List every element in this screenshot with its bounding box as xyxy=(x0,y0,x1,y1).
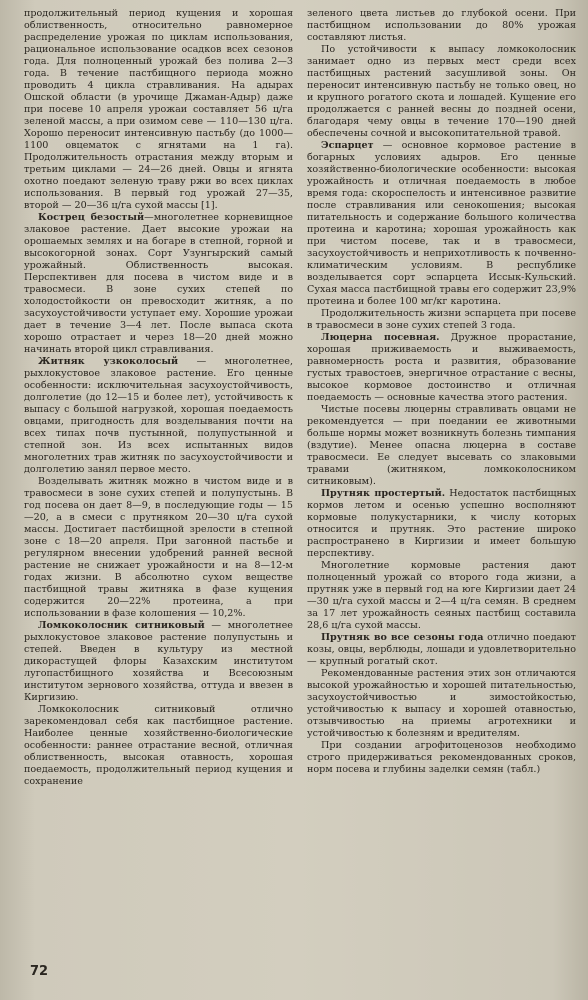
term-heading: Прутняк во все сезоны года xyxy=(321,632,484,643)
paragraph: Чистые посевы люцерны стравливать овцами не рекомендуется — при поедании ее животными больше нормы может возникнуть болезнь тимпания (вздутие). Менее опасна люцерна в составе травосмеси. Ее следует высевать со злаковыми травами (житняком, ломкоколосником ситниковым). xyxy=(307,404,576,487)
paragraph xyxy=(307,632,576,668)
paragraph-text: отлично поедают козы, овцы, верблюды, лошади и удовлетворительно — крупный рогатый скот. xyxy=(307,632,576,667)
page-number: 72 xyxy=(30,964,49,979)
term-heading: Прутняк простертый. xyxy=(321,488,446,499)
paragraph xyxy=(307,332,576,404)
paragraph-text: Недостаток пастбищных кормов летом и осенью успешно восполняют кормовые полукустарники, к числу которых относится и прутняк. Это растение широко распространено в Киргизии и имеет большую перспективу. xyxy=(307,488,576,559)
paragraph-text: Дружное прорастание, хорошая приживаемость и выживаемость, равномерность роста и развития, образование густых травостоев, энергичное отрастание с весны, высокое кормовое достоинство и отличная поедаемость — основные качества этого растения. xyxy=(307,332,576,403)
paragraph-text: — основное кормовое растение в богарных условиях адыров. Его ценные хозяйственно-биологические особенности: высокая урожайность и отличная поедаемость в любое время года: скороспелость и интенсивное развитие после стравливания или сенокошения; высокая питательность и содержание большого количества протеина и каротина; хорошая урожайность как при чистом посеве, так и в травосмеси, засухоустойчивость и неприхотливость к почвенно-климатическим условиям. В республике возделывается сорт эспарцета Иссык-Кульский. Сухая масса пастбищной травы его содержит 23,9% протеина и более 100 мг/кг каротина. xyxy=(307,140,576,307)
term-heading: Люцерна посевная. xyxy=(321,332,440,343)
term-heading: Эспарцет xyxy=(321,140,374,151)
paragraph: По устойчивости к выпасу ломкоколосник занимает одно из первых мест среди всех пастбищных растений засушливой зоны. Он переносит интенсивную пастьбу не только овец, но и крупного рогатого скота и лошадей. Кущение его продолжается с ранней весны до поздней осени, благодаря чему овцы в течение 170—190 дней обеспечены сочной и высокопитательной травой. xyxy=(307,44,576,139)
paragraph: Ломкоколосник ситниковый отлично зарекомендовал себя как пастбищное растение. Наиболее ценные хозяйственно-биологические особенности: раннее отрастание весной, отличная облиственность, высокая отавность, хорошая поедаемость, продолжительный период кущения и сохранение xyxy=(24,704,293,787)
paragraph: Продолжительность жизни эспарцета при посеве в травосмеси в зоне сухих степей 3 года. xyxy=(307,308,576,331)
term-heading: Житняк узкоколосый xyxy=(38,356,179,367)
paragraph: продолжительный период кущения и хорошая облиственность, относительно равномерное распределение урожая по циклам использования, рациональное использование осадков всех сезонов года. Для полноценный урожай без полива 2—3 года. В течение пастбищного периода можно проводить 4 цикла стравливания. На адырах Ошской области (в урочище Джаман-Адыр) даже при посеве 10 апреля урожаи составляет 56 ц/га зеленой массы, а при озимом севе — 110—130 ц/га. Хорошо переносит интенсивную пастьбу (до 1000—1100 овцематок с ягнятами на 1 га). Продолжительность отрастания между вторым и третьим циклами — 24—26 дней. Овцы и ягнята охотно поедают зеленую траву ржи во всех циклах использования. В первый год урожай 27—35, второй — 20—36 ц/га сухой массы [1]. xyxy=(24,8,293,211)
text-columns xyxy=(24,8,578,973)
paragraph-text: — многолетнее рыхлокустовое злаковое растение полупустынь и степей. Введен в культуру из местной дикорастущей флоры Казахским институтом лугопастбищного хозяйства и Всесоюзным институтом зернового хозяйства, оттуда и ввезен в Киргизию. xyxy=(24,620,293,703)
paragraph: зеленого цвета листьев до глубокой осени. При пастбищном использовании до 80% урожая составляют листья. xyxy=(307,8,576,43)
right-column xyxy=(307,8,576,973)
paragraph: Возделывать житняк можно в чистом виде и в травосмеси в зоне сухих степей и полупустынь. В год посева он дает 8—9, в последующие годы — 15—20, а в смеси с прутняком 20—30 ц/га сухой массы. Достигает пастбищной зрелости в степной зоне с 18—20 апреля. При загонной пастьбе и регулярном внесении удобрений ранней весной растение не снижает урожайности и на 8—12-м годах жизни. В абсолютно сухом веществе пастбищной травы житняка в фазе кущения содержится 20—22% протеина, а при использовании в фазе колошения — 10,2%. xyxy=(24,476,293,619)
paragraph: Многолетние кормовые растения дают полноценный урожай со второго года жизни, а прутняк уже в первый год на юге Киргизии дает 24—30 ц/га сухой массы и 2—4 ц/га семян. В среднем за 17 лет урожайность сеяных пастбищ составила 28,6 ц/га сухой массы. xyxy=(307,560,576,631)
paragraph xyxy=(24,620,293,704)
term-heading: Ломкоколосник ситниковый xyxy=(38,620,205,631)
left-column xyxy=(24,8,293,973)
paragraph xyxy=(24,212,293,356)
paragraph xyxy=(24,356,293,476)
term-heading: Кострец безостый xyxy=(38,212,145,223)
paragraph-text: — многолетнее, рыхлокустовое злаковое растение. Его ценные особенности: исключительная засухоустойчивость, долголетие (до 12—15 и более лет), устойчивость к выпасу с большой нагрузкой, хорошая поедаемость овцами, пригодность для возделывания почти на всех типах почв пустынной, полупустынной и степной зон. Из всех испытанных видов многолетних трав житняк по засухоустойчивости и долголетию занял первое место. xyxy=(24,356,293,475)
paragraph xyxy=(307,140,576,308)
paragraph: При создании агрофитоценозов необходимо строго придерживаться рекомендованных сроков, норм посева и глубины заделки семян (табл.) xyxy=(307,740,576,775)
paragraph-text: —многолетнее корневищное злаковое растение. Дает высокие урожаи на орошаемых землях и на богаре в степной, горной и высокогорной зонах. Сорт Узунгырский самый урожайный. Облиственность высокая. Перспективен для посева в чистом виде и в травосмеси. В зоне сухих степей по холодостойкости он превосходит житняк, а по засухоустойчивости уступает ему. Хорошие урожаи дает в течение 3—4 лет. После выпаса скота хорошо отрастает и через 18—20 дней можно начинать второй цикл стравливания. xyxy=(24,212,293,355)
paragraph: Рекомендованные растения этих зон отличаются высокой урожайностью и хорошей питательностью, засухоустойчивостью и зимостойкостью, устойчивостью к выпасу и хорошей отавностью, отзывчивостью на приемы агротехники и устойчивостью к болезням и вредителям. xyxy=(307,668,576,739)
paragraph xyxy=(307,488,576,560)
